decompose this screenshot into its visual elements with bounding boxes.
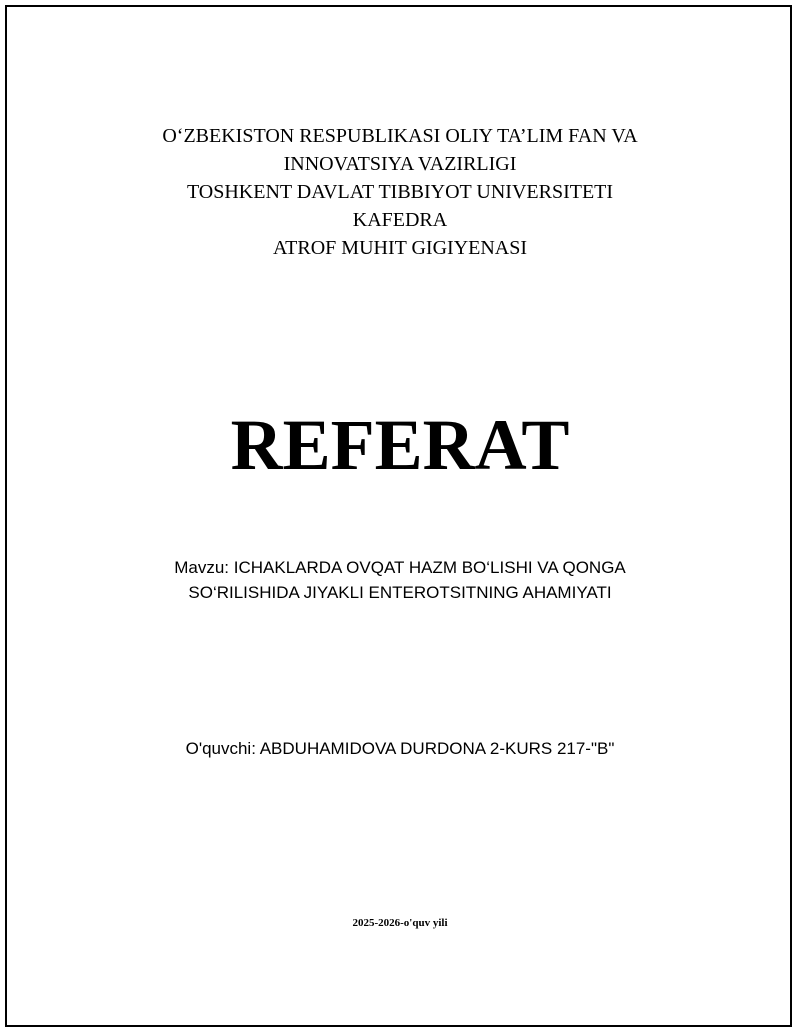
institution-header [0, 122, 800, 262]
header-line-department-name: ATROF MUHIT GIGIYENASI [272, 237, 528, 259]
topic-line-1: Mavzu: ICHAKLARDA OVQAT HAZM BO‘LISHI VA QONGA [174, 558, 626, 577]
topic-line-2: SO‘RILISHIDA JIYAKLI ENTEROTSITNING AHAMIYATI [188, 583, 612, 602]
academic-year: 2025-2026-o'quv yili [352, 917, 448, 929]
student-info: O'quvchi: ABDUHAMIDOVA DURDONA 2-KURS 217-"B" [185, 739, 615, 758]
topic [0, 555, 800, 605]
header-line-ministry-2: INNOVATSIYA VAZIRLIGI [283, 153, 517, 175]
header-line-department: KAFEDRA [352, 209, 448, 231]
header-line-university: TOSHKENT DAVLAT TIBBIYOT UNIVERSITETI [186, 181, 614, 203]
header-line-ministry-1: O‘ZBEKISTON RESPUBLIKASI OLIY TA’LIM FAN VA [162, 125, 638, 147]
document-title: REFERAT [230, 405, 570, 485]
